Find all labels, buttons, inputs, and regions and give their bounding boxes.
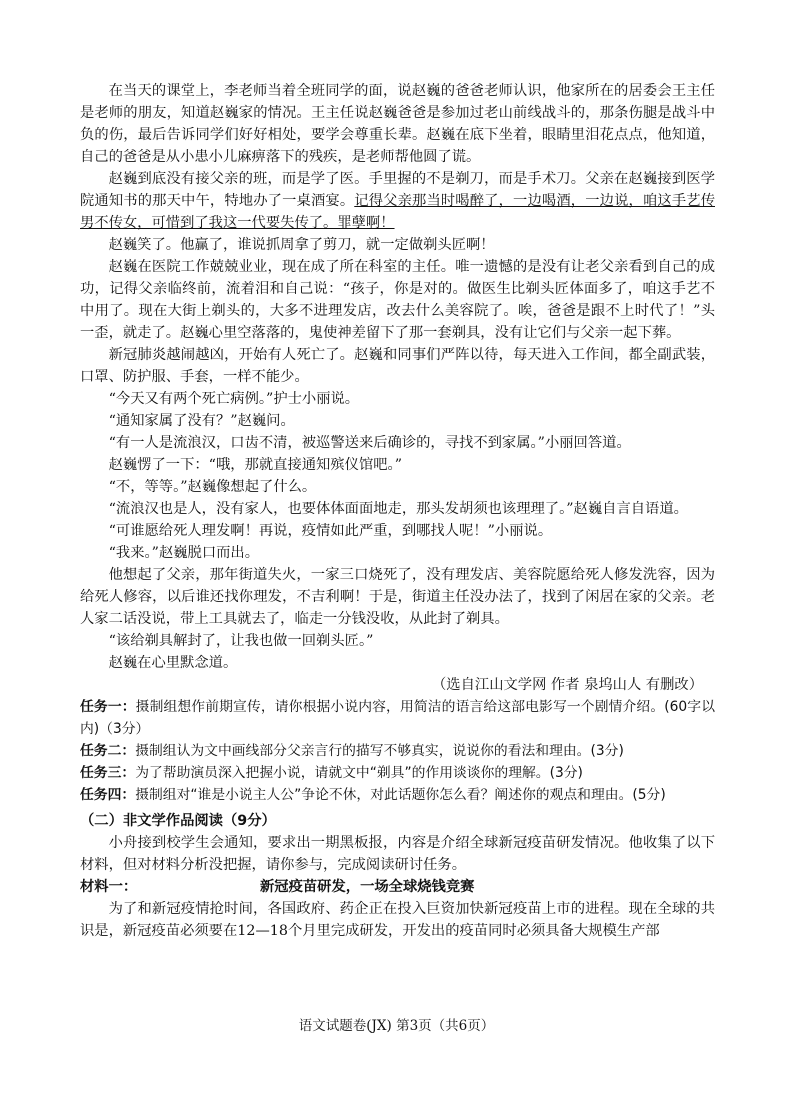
story-paragraph: 他想起了父亲，那年街道失火，一家三口烧死了，没有理发店、美容院愿给死人修发洗容，因为给死人修容，以后谁还找你理发，不吉利啊！于是，街道主任没办法了，找到了闲居在家的父亲。老人家二话没说，带上工具就去了，临走一分钱没收，从此封了剃具。 (80, 567, 715, 627)
task-label: 任务四： (80, 787, 136, 803)
story-text: 赵巍到底没有接父亲的班，而是学了医。手里握的不是剃刀，而是手术刀。父亲在赵巍接到医学院通知书的那天中午，特地办了一桌酒宴。 (80, 171, 715, 209)
story-paragraph: 赵巍笑了。他赢了，谁说抓周拿了剪刀，就一定做剃头匠啊！ (108, 237, 495, 253)
page-footer: 语文试题卷(JX) 第3页（共6页） (298, 1018, 495, 1034)
task-text: 摄制组想作前期宣传，请你根据小说内容，用简洁的语言给这部电影写一个剧情介绍。(60字以内)（3分） (80, 699, 716, 737)
dialogue-line: “流浪汉也是人，没有家人，也要体体面面地走，那头发胡须也该理理了。”赵巍自言自语道。 (108, 501, 688, 517)
task-text: 摄制组认为文中画线部分父亲言行的描写不够真实，说说你的看法和理由。(3分) (135, 743, 624, 759)
task-label: 任务一： (80, 699, 136, 715)
material-paragraph: 为了和新冠疫情抢时间，各国政府、药企正在投入巨资加快新冠疫苗上市的进程。现在全球的共识是，新冠疫苗必须要在12—18个月里完成研发，开发出的疫苗同时必须具备大规模生产部 (80, 901, 715, 939)
dialogue-line: “通知家属了没有？”赵巍问。 (108, 413, 295, 429)
task-2 (80, 740, 715, 762)
page-content (80, 80, 715, 942)
section-intro: 小舟接到校学生会通知，要求出一期黑板报，内容是介绍全球新冠疫苗研发情况。他收集了以下材料，但对材料分析没把握，请你参与，完成阅读研讨任务。 (80, 835, 715, 873)
story-paragraph: 新冠肺炎越闹越凶，开始有人死亡了。赵巍和同事们严阵以待，每天进入工作间，都全副武装，口罩、防护服、手套，一样不能少。 (80, 347, 715, 385)
story-paragraph: 赵巍在心里默念道。 (108, 655, 238, 671)
material-label: 材料一： (80, 879, 138, 895)
dialogue-line: 赵巍愣了一下：“哦，那就直接通知殡仪馆吧。” (108, 457, 402, 473)
task-label: 任务二： (80, 743, 136, 759)
dialogue-line: “有一人是流浪汉，口齿不清，被巡警送来后确诊的，寻找不到家属。”小丽回答道。 (108, 435, 631, 451)
task-3 (80, 762, 715, 784)
material-heading (80, 876, 715, 898)
task-4 (80, 784, 715, 806)
dialogue-line: “可谁愿给死人理发啊！再说，疫情如此严重，到哪找人呢！”小丽说。 (108, 523, 553, 539)
underlined-passage: 记得父亲那当时喝醉了，一边喝酒，一边说，咱这手艺传男不传女，可惜到了我这一代要失传了。罪孽啊！ (80, 193, 715, 231)
dialogue-line: “不，等等。”赵巍像想起了什么。 (108, 479, 317, 495)
task-label: 任务三： (80, 765, 136, 781)
source-citation: （选自江山文学网 作者 泉坞山人 有删改） (432, 677, 703, 693)
task-text: 为了帮助演员深入把握小说，请就文中“剃具”的作用谈谈你的理解。(3分) (135, 765, 583, 781)
material-title: 新冠疫苗研发，一场全球烧钱竞赛 (260, 879, 475, 895)
dialogue-line: “该给剃具解封了，让我也做一回剃头匠。” (108, 633, 374, 649)
story-paragraph: 赵巍在医院工作兢兢业业，现在成了所在科室的主任。唯一遗憾的是没有让老父亲看到自己的成功，记得父亲临终前，流着泪和自己说：“孩子，你是对的。做医生比剃头匠体面多了，咱这手艺不中用了。现在大街上剃头的，大多不进理发店，改去什么美容院了。唉，爸爸是跟不上时代了！”头一歪，就走了。赵巍心里空落落的，鬼使神差留下了那一套剃具，没有让它们与父亲一起下葬。 (80, 259, 715, 341)
task-1 (80, 696, 715, 740)
story-paragraph (80, 168, 715, 234)
dialogue-line: “我来。”赵巍脱口而出。 (108, 545, 260, 561)
dialogue-line: “今天又有两个死亡病例。”护士小丽说。 (108, 391, 360, 407)
task-text: 摄制组对“谁是小说主人公”争论不休，对此话题你怎么看？阐述你的观点和理由。(5分) (135, 787, 666, 803)
story-paragraph: 在当天的课堂上，李老师当着全班同学的面，说赵巍的爸爸老师认识，他家所在的居委会王主任是老师的朋友，知道赵巍家的情况。王主任说赵巍爸爸是参加过老山前线战斗的，那条伤腿是战斗中负的伤，最后告诉同学们好好相处，要学会尊重长辈。赵巍在底下坐着，眼睛里泪花点点，他知道，自己的爸爸是从小患小儿麻痹落下的残疾，是老师帮他圆了谎。 (80, 83, 715, 165)
section-heading: （二）非文学作品阅读（9分） (80, 813, 276, 829)
